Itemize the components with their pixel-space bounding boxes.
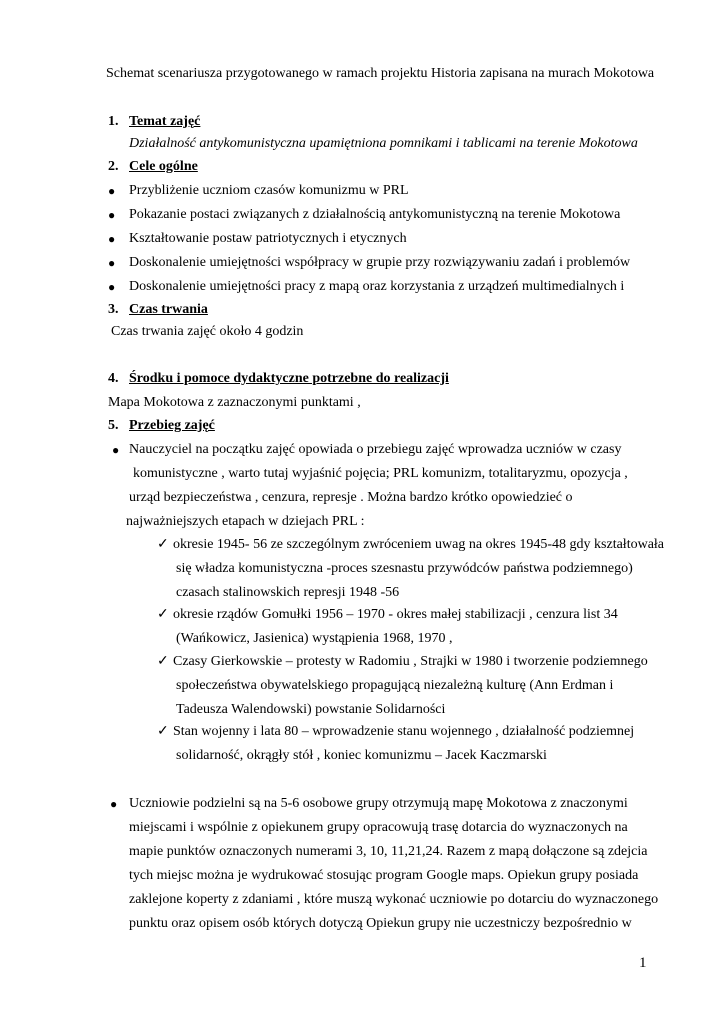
check-item-line: Tadeusza Walendowski) powstanie Solidarności — [176, 702, 446, 717]
section-1-title: Temat zajęć — [129, 114, 201, 129]
paragraph-line: komunistyczne , warto tutaj wyjaśnić pojęcia; PRL komunizm, totalitaryzmu, opozycja , — [133, 466, 628, 481]
bullet-dot-icon: ● — [108, 208, 116, 222]
paragraph-line: zaklejone koperty z zdaniami , które muszą wykonać uczniowie po dotarciu do wyznaczonego — [129, 892, 659, 907]
check-item-line: czasach stalinowskich represji 1948 -56 — [176, 585, 400, 600]
bullet-dot-icon: ● — [108, 184, 116, 198]
paragraph-line: tych miejsc można je wydrukować stosując program Google maps. Opiekun grupy posiada — [129, 868, 639, 883]
section-1-number: 1. — [108, 114, 119, 129]
section-3-text: Czas trwania zajęć około 4 godzin — [111, 324, 304, 339]
goal-item: Kształtowanie postaw patriotycznych i etycznych — [129, 231, 407, 246]
section-5-number: 5. — [108, 418, 119, 433]
goal-item: Pokazanie postaci związanych z działalnością antykomunistyczną na terenie Mokotowa — [129, 207, 621, 222]
goal-item: Przybliżenie uczniom czasów komunizmu w PRL — [129, 183, 409, 198]
checkmark-icon: ✓ — [157, 607, 169, 622]
goal-item: Doskonalenie umiejętności pracy z mapą oraz korzystania z urządzeń multimedialnych i — [129, 279, 625, 294]
bullet-dot-icon: ● — [110, 797, 118, 811]
section-1-text: Działalność antykomunistyczna upamiętniona pomnikami i tablicami na terenie Mokotowa — [129, 136, 638, 151]
check-item-line: Czasy Gierkowskie – protesty w Radomiu , Strajki w 1980 i tworzenie podziemnego — [173, 654, 648, 669]
check-item-line: Stan wojenny i lata 80 – wprowadzenie stanu wojennego , działalność podziemnej — [173, 724, 635, 739]
section-3-title: Czas trwania — [129, 302, 208, 317]
checkmark-icon: ✓ — [157, 724, 169, 739]
section-4-text: Mapa Mokotowa z zaznaczonymi punktami , — [108, 395, 361, 410]
section-2-number: 2. — [108, 159, 119, 174]
bullet-dot-icon: ● — [108, 280, 116, 294]
bullet-dot-icon: ● — [108, 232, 116, 246]
section-4-title: Środku i pomoce dydaktyczne potrzebne do realizacji — [129, 371, 449, 386]
page-number: 1 — [639, 955, 647, 971]
paragraph-line: punktu oraz opisem osób których dotyczą Opiekun grupy nie uczestniczy bezpośrednio w — [129, 916, 632, 931]
check-item-line: okresie 1945- 56 ze szczególnym zwróceniem uwag na okres 1945-48 gdy kształtowała — [173, 537, 665, 552]
check-item-line: solidarność, okrągły stół , koniec komunizmu – Jacek Kaczmarski — [176, 748, 547, 763]
paragraph-line: najważniejszych etapach w dziejach PRL : — [126, 514, 365, 529]
bullet-dot-icon: ● — [112, 443, 120, 457]
check-item-line: (Wańkowicz, Jasienica) wystąpienia 1968, 1970 , — [176, 631, 453, 646]
paragraph-line: Nauczyciel na początku zajęć opowiada o przebiegu zajęć wprowadza uczniów w czasy — [129, 442, 622, 457]
document-header: Schemat scenariusza przygotowanego w ramach projektu Historia zapisana na murach Mokotowa — [106, 66, 655, 81]
check-item-line: społeczeństwa obywatelskiego propagującą niezależną kulturę (Ann Erdman i — [176, 678, 614, 693]
checkmark-icon: ✓ — [157, 654, 169, 669]
section-2-title: Cele ogólne — [129, 159, 198, 174]
check-item-line: się władza komunistyczna -proces szesnastu przywódców państwa podziemnego) — [176, 561, 633, 576]
paragraph-line: miejscami i wspólnie z opiekunem grupy opracowują trasę dotarcia do wyznaczonych na — [129, 820, 628, 835]
section-3-number: 3. — [108, 302, 119, 317]
paragraph-line: Uczniowie podzielni są na 5-6 osobowe grupy otrzymują mapę Mokotowa z znaczonymi — [129, 796, 628, 811]
paragraph-line: mapie punktów oznaczonych numerami 3, 10, 11,21,24. Razem z mapą dołączone są zdejcia — [129, 844, 648, 859]
section-5-title: Przebieg zajęć — [129, 418, 215, 433]
section-4-number: 4. — [108, 371, 119, 386]
goal-item: Doskonalenie umiejętności współpracy w grupie przy rozwiązywaniu zadań i problemów — [129, 255, 631, 270]
check-item-line: okresie rządów Gomułki 1956 – 1970 - okres małej stabilizacji , cenzura list 34 — [173, 607, 618, 622]
paragraph-line: urząd bezpieczeństwa , cenzura, represje . Można bardzo krótko opowiedzieć o — [129, 490, 573, 505]
bullet-dot-icon: ● — [108, 256, 116, 270]
checkmark-icon: ✓ — [157, 537, 169, 552]
